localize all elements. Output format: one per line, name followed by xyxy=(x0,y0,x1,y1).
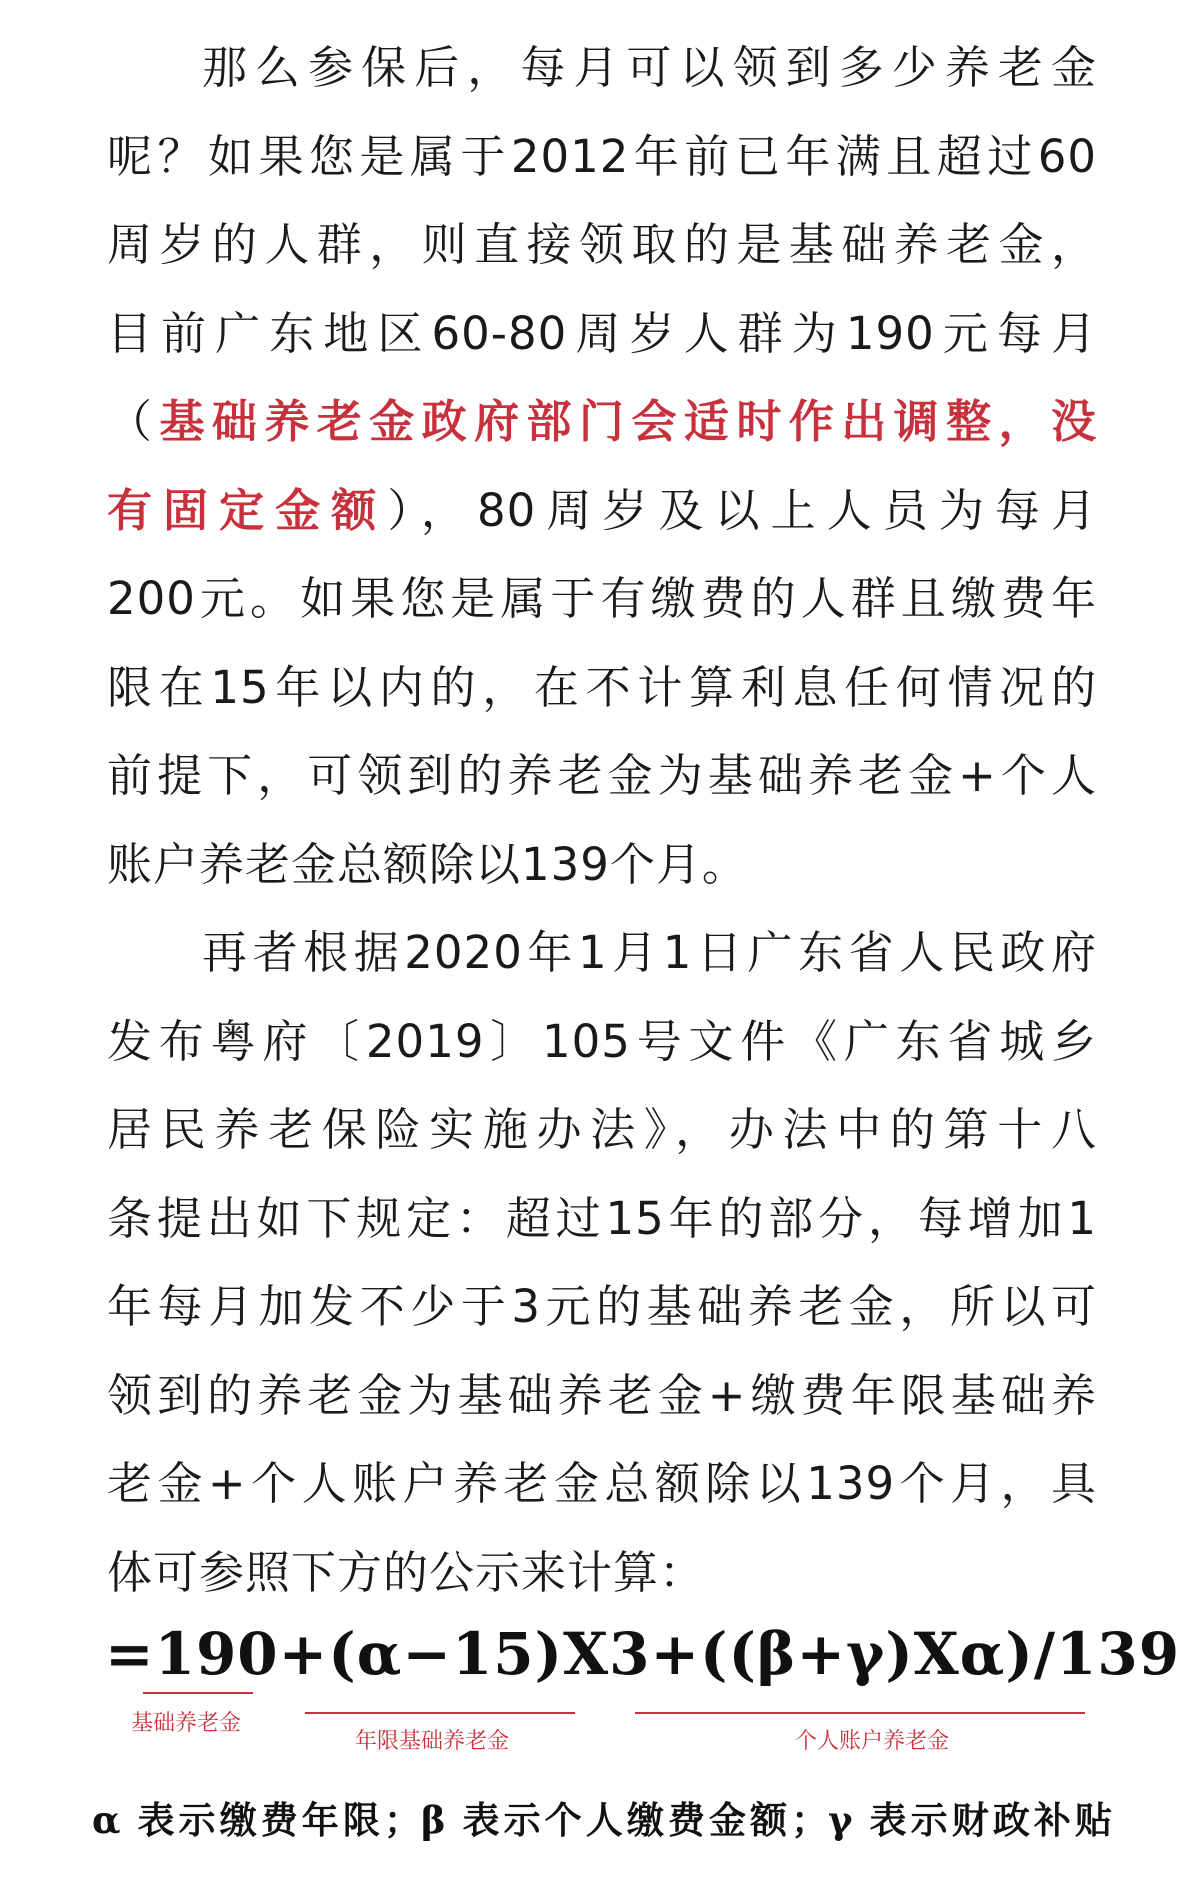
basic-underline xyxy=(143,1692,253,1694)
years-underline xyxy=(305,1712,575,1714)
caption-years-pension: 年限基础养老金 xyxy=(355,1729,510,1754)
pension-formula xyxy=(105,1620,1181,1754)
paragraph-1-line-3: 周岁的人群，则直接领取的是基础养老金， xyxy=(107,218,1097,271)
paragraph-2-line-8: 体可参照下方的公示来计算： xyxy=(107,1545,706,1599)
paragraph-1-line-9: 前提下，可领到的养老金为基础养老金+个人 xyxy=(107,749,1097,802)
paragraph-2-line-3: 居民养老保险实施办法》，办法中的第十八 xyxy=(107,1103,1097,1156)
paragraph-1-line-7: 200元。如果您是属于有缴费的人群且缴费年 xyxy=(107,572,1097,625)
line-6-rest: ），80周岁及以上人员为每月 xyxy=(387,483,1097,537)
paragraph-1-line-5 xyxy=(107,378,1097,467)
caption-basic-pension: 基础养老金 xyxy=(131,1711,242,1736)
paragraph-1-line-4: 目前广东地区60-80周岁人群为190元每月 xyxy=(107,306,1097,360)
formula-expression: =190+(α−15)X3+((β+γ)Xα)/139 xyxy=(105,1620,1181,1688)
paragraph-2-line-6: 领到的养老金为基础养老金+缴费年限基础养 xyxy=(107,1368,1097,1422)
paragraph-2-line-5: 年每月加发不少于3元的基础养老金，所以可 xyxy=(107,1280,1097,1333)
paragraph-2-line-2: 发布粤府〔2019〕105号文件《广东省城乡 xyxy=(107,1014,1097,1068)
caption-personal-account: 个人账户养老金 xyxy=(795,1729,950,1754)
paragraph-2-line-4: 条提出如下规定：超过15年的部分，每增加1 xyxy=(107,1191,1097,1245)
paragraph-1-line-2: 呢？如果您是属于2012年前已年满且超过60 xyxy=(107,129,1097,183)
personal-underline xyxy=(635,1712,1085,1714)
open-paren: （ xyxy=(107,395,160,448)
article-body xyxy=(107,24,1097,1617)
paragraph-1-line-6 xyxy=(107,467,1097,556)
highlight-note-part-1: 基础养老金政府部门会适时作出调整，没 xyxy=(159,395,1097,448)
paragraph-2-line-1: 再者根据2020年1月1日广东省人民政府 xyxy=(202,926,1097,979)
paragraph-1-line-10: 账户养老金总额除以139个月。 xyxy=(107,837,748,891)
paragraph-1-line-8: 限在15年以内的，在不计算利息任何情况的 xyxy=(107,660,1097,714)
formula-legend: α 表示缴费年限；β 表示个人缴费金额；γ 表示财政补贴 xyxy=(92,1798,1112,1842)
paragraph-2-line-7: 老金+个人账户养老金总额除以139个月，具 xyxy=(107,1457,1097,1510)
highlight-note-part-2: 有固定金额 xyxy=(107,483,388,537)
paragraph-1-line-1: 那么参保后，每月可以领到多少养老金 xyxy=(202,41,1097,94)
